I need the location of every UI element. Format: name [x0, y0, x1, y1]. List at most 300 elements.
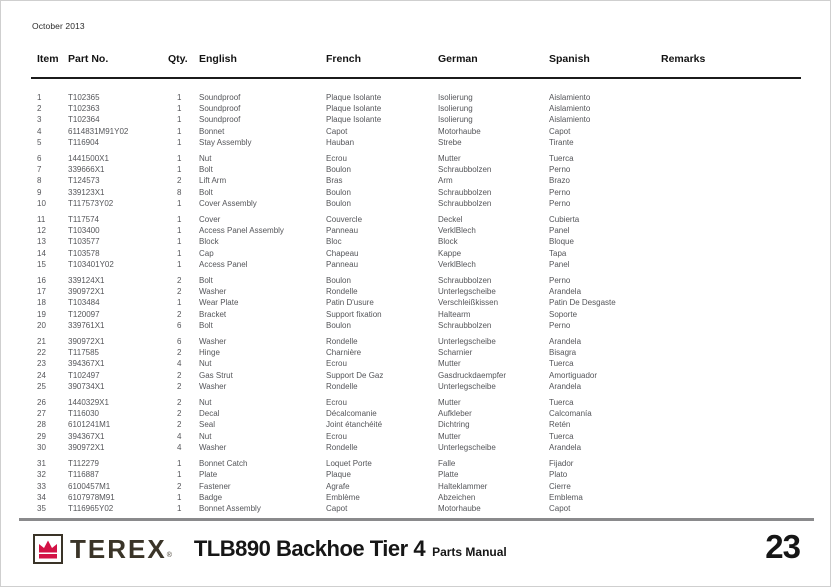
cell-qty: 1 [177, 226, 182, 236]
cell-remarks [661, 309, 801, 320]
cell-part-no: 339666X1 [68, 165, 105, 175]
cell-item: 13 [37, 237, 46, 247]
cell-french: Loquet Porte [326, 459, 372, 469]
cell-item: 30 [37, 442, 46, 452]
cell-french: Boulon [326, 276, 351, 286]
cell-item: 15 [37, 259, 46, 269]
cell-part-no: T103578 [68, 248, 100, 258]
cell-german: Isolierung [438, 93, 473, 102]
cell-french: Boulon [326, 165, 351, 175]
cell-german: Abzeichen [438, 492, 476, 502]
cell-german: Isolierung [438, 104, 473, 114]
cell-qty: 4 [177, 442, 182, 452]
cell-spanish: Tirante [549, 137, 574, 147]
brand-name: TEREX [70, 534, 167, 564]
table-row [31, 381, 801, 392]
cell-spanish: Perno [549, 276, 571, 286]
cell-item: 14 [37, 248, 46, 258]
cell-part-no: T116887 [68, 470, 99, 480]
table-row [31, 259, 801, 270]
cell-french: Boulon [326, 187, 351, 197]
cell-item: 7 [37, 165, 42, 175]
cell-french: Capot [326, 503, 348, 513]
cell-remarks [661, 297, 801, 308]
cell-part-no: T102365 [68, 93, 100, 102]
cell-english: Bonnet [199, 126, 225, 136]
cell-item: 3 [37, 115, 42, 125]
cell-spanish: Soporte [549, 309, 578, 319]
cell-english: Cover Assembly [199, 198, 257, 208]
cell-french: Charnière [326, 348, 362, 358]
cell-item: 24 [37, 370, 46, 380]
cell-french: Boulon [326, 198, 351, 208]
cell-german: Scharnier [438, 348, 473, 358]
cell-spanish: Panel [549, 226, 570, 236]
cell-german: Block [438, 237, 458, 247]
cell-english: Bolt [199, 165, 213, 175]
cell-item: 19 [37, 309, 46, 319]
cell-german: Unterlegscheibe [438, 337, 496, 347]
table-row [31, 347, 801, 358]
cell-qty: 1 [177, 470, 182, 480]
table-body [31, 92, 801, 514]
cell-german: Isolierung [438, 115, 473, 125]
cell-remarks [661, 370, 801, 381]
cell-qty: 1 [177, 237, 182, 247]
table-row [31, 92, 801, 103]
cell-english: Badge [199, 492, 223, 502]
cell-english: Soundproof [199, 115, 241, 125]
table-row [31, 175, 801, 186]
cell-spanish: Panel [549, 259, 570, 269]
cell-part-no: T112279 [68, 459, 99, 469]
cell-french: Ecrou [326, 154, 347, 164]
cell-remarks [661, 259, 801, 270]
cell-part-no: 6100457M1 [68, 481, 111, 491]
cell-remarks [661, 431, 801, 442]
column-header-part-no: Part No. [68, 53, 109, 65]
column-header-spanish: Spanish [549, 53, 590, 65]
cell-english: Bonnet Assembly [199, 503, 261, 513]
cell-item: 12 [37, 226, 46, 236]
row-group [31, 153, 801, 209]
cell-french: Bloc [326, 237, 342, 247]
cell-part-no: T103401Y02 [68, 259, 114, 269]
cell-qty: 2 [177, 398, 182, 408]
cell-item: 16 [37, 276, 46, 286]
cell-french: Agrafe [326, 481, 350, 491]
cell-part-no: 339761X1 [68, 320, 105, 330]
table-row [31, 126, 801, 137]
cell-item: 11 [37, 215, 46, 225]
cell-qty: 2 [177, 370, 182, 380]
cell-item: 33 [37, 481, 46, 491]
column-header-item: Item [37, 53, 59, 65]
cell-qty: 2 [177, 409, 182, 419]
cell-english: Hinge [199, 348, 220, 358]
cell-german: Verschleißkissen [438, 298, 499, 308]
cell-spanish: Fijador [549, 459, 574, 469]
table-row [31, 297, 801, 308]
terex-crown-logo-icon [33, 534, 63, 564]
cell-part-no: 390972X1 [68, 287, 105, 297]
cell-french: Ecrou [326, 431, 347, 441]
cell-english: Access Panel Assembly [199, 226, 284, 236]
cell-spanish: Cubierta [549, 215, 580, 225]
column-header-english: English [199, 53, 237, 65]
cell-qty: 2 [177, 287, 182, 297]
cell-french: Ecrou [326, 398, 347, 408]
cell-french: Support fixation [326, 309, 382, 319]
cell-part-no: T120097 [68, 309, 100, 319]
cell-item: 4 [37, 126, 42, 136]
cell-qty: 2 [177, 348, 182, 358]
cell-french: Décalcomanie [326, 409, 377, 419]
cell-spanish: Perno [549, 165, 571, 175]
cell-remarks [661, 336, 801, 347]
table-row [31, 458, 801, 469]
cell-french: Bras [326, 176, 343, 186]
cell-remarks [661, 442, 801, 453]
cell-spanish: Capot [549, 126, 571, 136]
cell-german: Schraubbolzen [438, 276, 492, 286]
cell-spanish: Tapa [549, 248, 567, 258]
cell-item: 28 [37, 420, 46, 430]
cell-item: 18 [37, 298, 46, 308]
table-row [31, 309, 801, 320]
cell-item: 1 [37, 93, 42, 102]
column-header-qty: Qty. [168, 53, 188, 65]
cell-german: Haltearm [438, 309, 471, 319]
cell-part-no: T102497 [68, 370, 100, 380]
cell-item: 10 [37, 198, 46, 208]
registered-trademark-symbol: ® [166, 552, 172, 559]
cell-qty: 1 [177, 165, 182, 175]
cell-qty: 2 [177, 381, 182, 391]
cell-english: Nut [199, 398, 212, 408]
cell-english: Cover [199, 215, 221, 225]
cell-spanish: Tuerca [549, 398, 574, 408]
cell-spanish: Retén [549, 420, 571, 430]
cell-spanish: Plato [549, 470, 568, 480]
cell-part-no: 394367X1 [68, 359, 105, 369]
cell-remarks [661, 492, 801, 503]
cell-german: Deckel [438, 215, 463, 225]
table-row [31, 236, 801, 247]
cell-english: Washer [199, 337, 227, 347]
cell-remarks [661, 481, 801, 492]
cell-spanish: Perno [549, 320, 571, 330]
cell-german: Schraubbolzen [438, 165, 492, 175]
cell-qty: 2 [177, 309, 182, 319]
table-row [31, 164, 801, 175]
cell-english: Fastener [199, 481, 231, 491]
footer [33, 532, 507, 566]
cell-qty: 1 [177, 198, 182, 208]
manual-subtitle: Parts Manual [432, 545, 507, 559]
cell-french: Capot [326, 126, 348, 136]
cell-qty: 4 [177, 431, 182, 441]
cell-spanish: Bloque [549, 237, 574, 247]
cell-qty: 2 [177, 481, 182, 491]
cell-english: Bonnet Catch [199, 459, 248, 469]
cell-part-no: T102363 [68, 104, 100, 114]
cell-english: Seal [199, 420, 216, 430]
cell-item: 23 [37, 359, 46, 369]
cell-german: Gasdruckdaempfer [438, 370, 507, 380]
cell-french: Rondelle [326, 381, 358, 391]
cell-remarks [661, 503, 801, 514]
cell-spanish: Bisagra [549, 348, 577, 358]
cell-spanish: Brazo [549, 176, 570, 186]
cell-french: Panneau [326, 226, 359, 236]
cell-german: Halteklammer [438, 481, 488, 491]
cell-remarks [661, 214, 801, 225]
cell-german: Unterlegscheibe [438, 287, 496, 297]
cell-item: 6 [37, 154, 42, 164]
cell-part-no: 339124X1 [68, 276, 105, 286]
cell-english: Soundproof [199, 93, 241, 102]
cell-remarks [661, 408, 801, 419]
cell-remarks [661, 397, 801, 408]
row-group [31, 92, 801, 148]
cell-english: Washer [199, 287, 227, 297]
cell-english: Bracket [199, 309, 227, 319]
cell-german: Motorhaube [438, 126, 481, 136]
cell-german: Mutter [438, 154, 461, 164]
cell-french: Plaque Isolante [326, 115, 382, 125]
cell-part-no: T103400 [68, 226, 100, 236]
table-row [31, 408, 801, 419]
cell-part-no: 6114831M91Y02 [68, 126, 129, 136]
cell-german: Motorhaube [438, 503, 481, 513]
cell-german: Schraubbolzen [438, 187, 492, 197]
cell-german: Kappe [438, 248, 462, 258]
parts-table [31, 53, 801, 519]
table-row [31, 397, 801, 408]
cell-qty: 1 [177, 503, 182, 513]
cell-item: 31 [37, 459, 46, 469]
cell-remarks [661, 275, 801, 286]
cell-spanish: Tuerca [549, 431, 574, 441]
table-row [31, 419, 801, 430]
cell-spanish: Perno [549, 198, 571, 208]
cell-french: Hauban [326, 137, 355, 147]
cell-french: Rondelle [326, 337, 358, 347]
cell-item: 27 [37, 409, 46, 419]
cell-english: Bolt [199, 320, 213, 330]
cell-qty: 8 [177, 187, 182, 197]
cell-spanish: Arandela [549, 337, 582, 347]
cell-qty: 1 [177, 115, 182, 125]
cell-qty: 1 [177, 104, 182, 114]
cell-remarks [661, 187, 801, 198]
cell-spanish: Arandela [549, 442, 582, 452]
table-row [31, 153, 801, 164]
cell-part-no: T103577 [68, 237, 100, 247]
cell-french: Ecrou [326, 359, 347, 369]
row-group [31, 397, 801, 453]
cell-remarks [661, 381, 801, 392]
cell-english: Nut [199, 154, 212, 164]
cell-qty: 2 [177, 176, 182, 186]
cell-part-no: 1440329X1 [68, 398, 109, 408]
cell-german: VerklBlech [438, 226, 476, 236]
cell-english: Washer [199, 381, 227, 391]
cell-german: Unterlegscheibe [438, 442, 496, 452]
cell-remarks [661, 153, 801, 164]
cell-remarks [661, 320, 801, 331]
cell-part-no: 394367X1 [68, 431, 105, 441]
cell-qty: 1 [177, 137, 182, 147]
cell-french: Plaque [326, 470, 351, 480]
cell-remarks [661, 225, 801, 236]
column-header-remarks: Remarks [661, 53, 706, 65]
cell-qty: 1 [177, 215, 182, 225]
cell-part-no: T116904 [68, 137, 99, 147]
cell-spanish: Perno [549, 187, 571, 197]
cell-item: 9 [37, 187, 42, 197]
cell-part-no: T116030 [68, 409, 99, 419]
cell-item: 34 [37, 492, 46, 502]
cell-french: Couvercle [326, 215, 363, 225]
cell-spanish: Arandela [549, 287, 582, 297]
cell-qty: 1 [177, 248, 182, 258]
cell-item: 8 [37, 176, 42, 186]
cell-item: 22 [37, 348, 46, 358]
cell-item: 26 [37, 398, 46, 408]
cell-part-no: 6107978M91 [68, 492, 115, 502]
cell-part-no: 6101241M1 [68, 420, 111, 430]
cell-french: Boulon [326, 320, 351, 330]
table-row [31, 225, 801, 236]
cell-english: Bolt [199, 276, 213, 286]
table-row [31, 103, 801, 114]
cell-remarks [661, 175, 801, 186]
cell-french: Patin D'usure [326, 298, 374, 308]
cell-remarks [661, 347, 801, 358]
cell-remarks [661, 248, 801, 259]
cell-english: Access Panel [199, 259, 248, 269]
cell-remarks [661, 103, 801, 114]
cell-german: Mutter [438, 398, 461, 408]
cell-german: Schraubbolzen [438, 198, 492, 208]
table-row [31, 370, 801, 381]
cell-qty: 1 [177, 126, 182, 136]
document-date: October 2013 [32, 21, 85, 31]
table-row [31, 137, 801, 148]
cell-qty: 4 [177, 359, 182, 369]
table-row [31, 286, 801, 297]
column-header-french: French [326, 53, 362, 65]
cell-part-no: 390734X1 [68, 381, 105, 391]
table-row [31, 320, 801, 331]
cell-french: Joint étanchéité [326, 420, 383, 430]
cell-part-no: T117573Y02 [68, 198, 114, 208]
cell-qty: 6 [177, 337, 182, 347]
cell-qty: 1 [177, 298, 182, 308]
cell-german: Strebe [438, 137, 462, 147]
cell-spanish: Aislamiento [549, 93, 591, 102]
manual-title: TLB890 Backhoe Tier 4 [193, 536, 426, 561]
cell-remarks [661, 126, 801, 137]
cell-qty: 1 [177, 93, 182, 102]
cell-english: Cap [199, 248, 214, 258]
cell-item: 20 [37, 320, 46, 330]
table-row [31, 442, 801, 453]
cell-item: 32 [37, 470, 46, 480]
table-row [31, 248, 801, 259]
cell-french: Plaque Isolante [326, 104, 382, 114]
cell-item: 29 [37, 431, 46, 441]
table-header-row [31, 53, 801, 79]
table-row [31, 481, 801, 492]
cell-german: VerklBlech [438, 259, 476, 269]
cell-french: Rondelle [326, 442, 358, 452]
cell-english: Stay Assembly [199, 137, 252, 147]
cell-part-no: T124573 [68, 176, 100, 186]
cell-french: Plaque Isolante [326, 93, 382, 102]
cell-remarks [661, 137, 801, 148]
cell-part-no: T117574 [68, 215, 99, 225]
table-row [31, 275, 801, 286]
cell-qty: 1 [177, 492, 182, 502]
cell-german: Dichtring [438, 420, 470, 430]
cell-spanish: Emblema [549, 492, 583, 502]
cell-remarks [661, 198, 801, 209]
cell-english: Nut [199, 359, 212, 369]
cell-part-no: T117585 [68, 348, 99, 358]
cell-part-no: 1441500X1 [68, 154, 109, 164]
cell-item: 17 [37, 287, 46, 297]
cell-qty: 1 [177, 459, 182, 469]
cell-remarks [661, 419, 801, 430]
cell-part-no: T103484 [68, 298, 100, 308]
cell-item: 25 [37, 381, 46, 391]
row-group [31, 458, 801, 514]
cell-german: Schraubbolzen [438, 320, 492, 330]
manual-title-group [194, 536, 507, 562]
cell-item: 2 [37, 104, 42, 114]
cell-spanish: Aislamiento [549, 104, 591, 114]
cell-german: Mutter [438, 359, 461, 369]
cell-item: 21 [37, 337, 46, 347]
cell-qty: 2 [177, 420, 182, 430]
cell-french: Emblème [326, 492, 360, 502]
cell-remarks [661, 469, 801, 480]
table-row [31, 336, 801, 347]
cell-part-no: T116965Y02 [68, 503, 114, 513]
table-row [31, 503, 801, 514]
cell-english: Block [199, 237, 219, 247]
cell-item: 5 [37, 137, 42, 147]
table-row [31, 358, 801, 369]
cell-english: Nut [199, 431, 212, 441]
column-header-german: German [438, 53, 478, 65]
brand-wordmark [70, 534, 172, 564]
cell-part-no: 339123X1 [68, 187, 105, 197]
table-row [31, 114, 801, 125]
cell-qty: 1 [177, 259, 182, 269]
cell-english: Lift Arm [199, 176, 227, 186]
cell-part-no: 390972X1 [68, 442, 105, 452]
cell-spanish: Calcomanía [549, 409, 592, 419]
cell-spanish: Amortiguador [549, 370, 598, 380]
cell-german: Mutter [438, 431, 461, 441]
cell-french: Chapeau [326, 248, 359, 258]
footer-divider [19, 518, 814, 521]
table-row [31, 198, 801, 209]
